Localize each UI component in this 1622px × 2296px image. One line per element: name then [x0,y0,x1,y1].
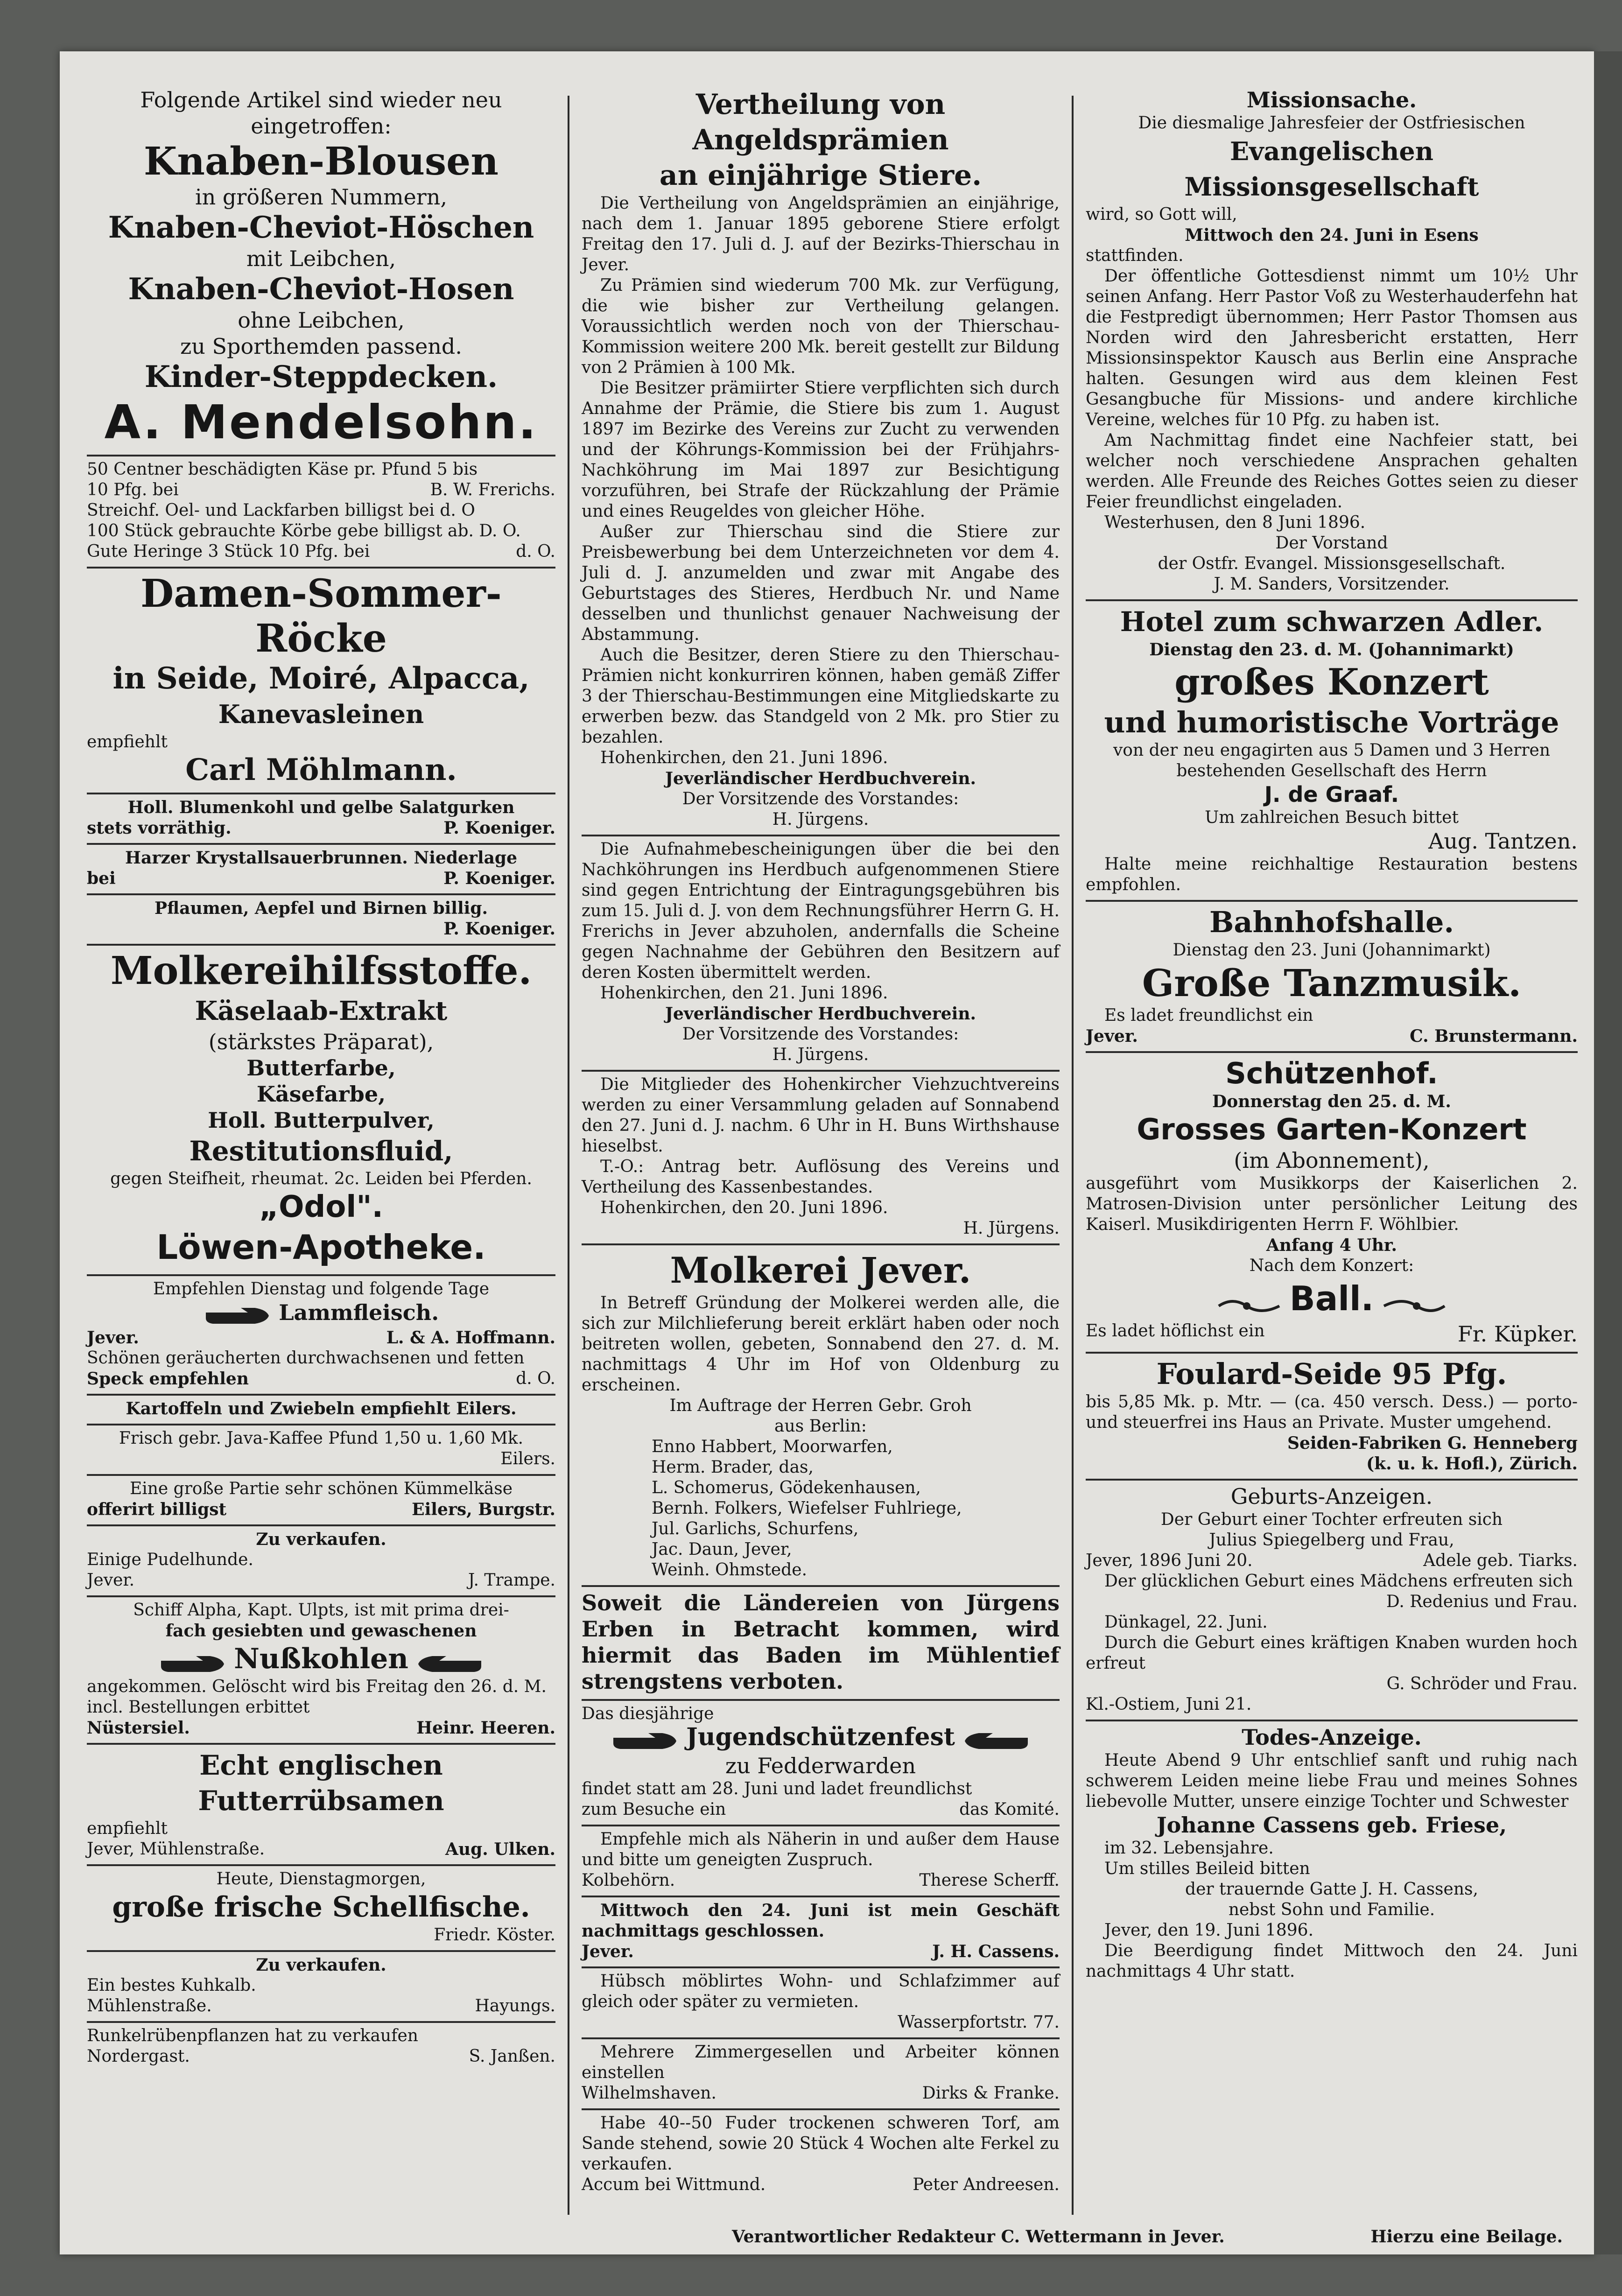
ad-kuemmelkaese [87,1476,555,1526]
ad-line: bei [87,869,116,888]
ad-line: angekommen. Gelöscht wird bis Freitag den 26. d. M. [87,1677,547,1696]
ad-line: Butterfarbe, [246,1055,396,1081]
ad-intro: Folgende Artikel sind wieder neu eingetroffen: [140,87,502,139]
ad-line: Nach dem Konzert: [1249,1256,1414,1275]
ad-line: fach gesiebten und gewaschenen [165,1621,477,1641]
ad-merchant: Carl Möhlmann. [185,752,457,787]
ad-title: Zu verkaufen. [256,1955,386,1975]
ad-zimmergesellen [582,2039,1060,2110]
pointing-hand-icon [414,1652,484,1676]
ad-lammfleisch [87,1276,555,1396]
ad-torf [582,2110,1060,2200]
ad-merchant: Eilers. [500,1449,555,1468]
ad-line: stets vorräthig. [87,818,232,838]
ad-paragraph: Habe 40--50 Fuder trockenen schweren Torf, am Sande stehend, sowie 20 Stück 4 Wochen alte Ferkel zu verkaufen. [582,2113,1060,2174]
ad-name: G. Schröder und Frau. [1386,1674,1578,1693]
column-right [1077,84,1586,2226]
ad-angeldspraemien [582,84,1060,836]
ad-signature: H. Jürgens. [772,810,869,829]
ad-note: zu Sporthemden passend. [180,334,462,359]
ad-signature: J. H. Cassens. [932,1942,1060,1961]
ad-line: Anfang 4 Uhr. [1266,1236,1397,1255]
ad-line: Halte meine reichhaltige Restauration bestens empfohlen. [1086,855,1578,894]
ad-line: Einige Pudelhunde. [87,1550,253,1569]
ad-merchant: P. Koeniger. [443,869,555,888]
ad-note: ohne Leibchen, [238,308,405,333]
ad-geburts-anzeigen [1086,1481,1578,1721]
ad-paragraph: Auch die Besitzer, deren Stiere zu den Thierschau-Prämien nicht konkurriren können, haben gemäß Ziffer 3 der Thierschau-Bestimmungen eine Mitgliedskarte zu erwerben bezw. das Standgeld von 2 Mk. pro Stier zu bezahlen. [582,646,1060,747]
ad-org: der Ostfr. Evangel. Missionsgesellschaft. [1158,554,1506,573]
ad-title: Echt englischen Futterrübsamen [198,1749,444,1817]
pointing-hand-icon [159,1652,229,1676]
ad-line: Eine große Partie sehr schönen Kümmelkäse [129,1479,513,1498]
ad-line: Der glücklichen Geburt eines Mädchens erfreuten sich [1104,1572,1573,1591]
pointing-hand-icon [611,1729,681,1753]
ad-title: Geburts-Anzeigen. [1230,1484,1433,1509]
ad-merchant: (k. u. k. Hofl.), Zürich. [1366,1454,1578,1474]
ad-label: empfiehlt [87,732,168,751]
ad-date: Jever, 1896 Juni 20. [1086,1551,1253,1570]
ad-schuetzenhof [1086,1053,1578,1354]
ad-paragraph: Heute Abend 9 Uhr entschlief sanft und ruhig nach schwerem Leiden meine liebe Frau und meines Sohnes liebevolle Mutter, unsere einzige Tochter und Schwester [1086,1751,1578,1811]
ad-title: Ball. [1289,1279,1374,1318]
ad-merchant: Heinr. Heeren. [416,1718,555,1738]
ad-line: zum Besuche ein [582,1800,726,1819]
ad-line: Im Auftrage der Herren Gebr. Groh [669,1396,972,1415]
ad-line: Frisch gebr. Java-Kaffee Pfund 1,50 u. 1,60 Mk. [119,1429,524,1448]
ad-signature: H. Jürgens. [963,1219,1060,1238]
ad-nusskohlen [87,1597,555,1745]
ad-paragraph: bis 5,85 Mk. p. Mtr. — (ca. 450 versch. Dess.) — porto- und steuerfrei ins Haus an Private. Muster umgehend. [1086,1392,1578,1432]
ad-org: Jeverländischer Herdbuchverein. [665,769,976,788]
ad-signature: J. M. Sanders, Vorsitzender. [1214,575,1450,594]
ad-item: Knaben-Cheviot-Hosen [128,272,514,307]
ad-pflaumen [87,895,555,946]
ad-line: wird, so Gott will, [1086,205,1237,224]
ad-merchant: d. O. [516,1369,555,1388]
ad-kuhkalb [87,1952,555,2023]
ad-paragraph: Die Aufnahmebescheinigungen über die bei den Nachköhrungen ins Herdbuch aufgenommenen Stiere sind gegen Entrichtung der Eintragungsgebühren bis zum 15. Juli d. J. von dem Rechnungsführer Herrn G. H. Frerichs in Jever abzuholen, andernfalls die Scheine gegen Nachnahme der Gebühren den Besitzern auf deren Kosten übermittelt werden. [582,840,1060,982]
ad-date: Dünkagel, 22. Juni. [1104,1613,1268,1632]
ad-line: von der neu engagirten aus 5 Damen und 3 Herren bestehenden Gesellschaft des Herrn [1113,741,1551,780]
ad-line: Die diesmalige Jahresfeier der Ostfriesischen [1138,113,1525,133]
ad-title: großes Konzert [1174,661,1489,703]
ad-date: Hohenkirchen, den 21. Juni 1896. [600,983,888,1003]
ad-date: Hohenkirchen, den 20. Juni 1896. [600,1198,888,1217]
ad-org: Jeverländischer Herdbuchverein. [665,1004,976,1024]
ad-kaese [87,456,555,569]
ad-merchant: Seiden-Fabriken G. Henneberg [1287,1433,1578,1453]
ad-line: der trauernde Gatte J. H. Cassens, [1185,1880,1478,1899]
ad-merchant: J. Trampe. [468,1571,555,1590]
ad-line: Gute Heringe 3 Stück 10 Pfg. bei [87,542,370,561]
ad-merchant: A. Mendelsohn. [104,395,538,449]
ad-note: in größeren Nummern, [195,184,448,210]
ad-place: Jever, Mühlenstraße. [87,1840,265,1859]
ad-paragraph: T.-O.: Antrag betr. Auflösung des Vereins und Vertheilung des Kassenbestandes. [582,1157,1060,1197]
ad-naeherin [582,1826,1060,1897]
ad-line: Um stilles Beileid bitten [1104,1859,1310,1878]
page-footer [88,2226,1581,2250]
ad-item: Knaben-Cheviot-Höschen [108,210,534,245]
ad-title: Bahnhofshalle. [1209,905,1454,939]
ad-line: Die Beerdigung findet Mittwoch den 24. Juni nachmittags 4 Uhr statt. [1086,1941,1578,1981]
ad-signature: Peter Andreesen. [913,2175,1060,2194]
ad-title: Große Tanzmusik. [1142,961,1522,1005]
ad-line: Dienstag den 23. d. M. (Johannimarkt) [1149,640,1514,660]
binding-edge [1594,51,1622,2254]
ad-line: (stärkstes Präparat), [208,1029,434,1054]
ad-missionsache [1086,84,1578,601]
ad-line: in Seide, Moiré, Alpacca, [112,661,530,696]
ad-jugendschuetzenfest [582,1701,1060,1826]
ad-title: Zu verkaufen. [256,1530,386,1549]
ad-paragraph: Zu Prämien sind wiederum 700 Mk. zur Verfügung, die wie bisher zur Vertheilung gelangen. Voraussichtlich werden noch von der Thierschau-Kommission weitere 200 Mk. bereit gestellt zur Bildung von 2 Prämien à 100 Mk. [582,276,1060,377]
ad-line: Restitutionsfluid, [189,1135,453,1167]
ad-line: offerirt billigst [87,1500,227,1519]
ad-line: Streichf. Oel- und Lackfarben billigst bei d. O [87,501,475,520]
ad-place: Jever. [1086,1026,1138,1046]
ad-line: stattfinden. [1086,246,1184,265]
ad-viehzuchtverein [582,1072,1060,1245]
ad-name: L. Schomerus, Gödekenhausen, [652,1478,921,1497]
ad-title: Schützenhof. [1225,1056,1438,1090]
column-divider [1072,96,1074,2215]
pointing-hand-icon [960,1729,1030,1753]
ad-line: Es ladet höflichst ein [1086,1321,1265,1341]
ad-merchant: Aug. Tantzen. [1428,829,1578,854]
ad-title: Vertheilung von Angeldsprämien [692,88,949,156]
ad-kartoffeln [87,1396,555,1425]
ad-role: Der Vorsitzende des Vorstandes: [682,1025,959,1044]
ad-pudelhunde [87,1526,555,1597]
ad-zimmer [582,1968,1060,2039]
ad-signature: das Komité. [959,1800,1060,1819]
ad-name: J. de Graaf. [1264,782,1399,807]
ad-line: Käselaab-Extrakt [195,996,448,1026]
ad-line: Um zahlreichen Besuch bittet [1205,808,1459,827]
ad-aufnahmebescheinigungen [582,836,1060,1072]
ad-damen-roecke [87,569,555,794]
ad-line: im 32. Lebensjahre. [1104,1839,1274,1858]
ad-title: zu Fedderwarden [725,1753,916,1778]
ad-name: Bernh. Folkers, Wiefelser Fuhlriege, [652,1499,962,1518]
ad-paragraph: Außer zur Thierschau sind die Stiere zur Preisbewerbung bei dem Unterzeichneten vor dem 4. Juli d. J. anzumelden und zwar mit Angabe des Geburtstages des Stieres, Herdbuch Nr. und Name desselben und thunlichst genauer Nachweisung der Abstammung. [582,522,1060,644]
ad-title: Todes-Anzeige. [1242,1725,1422,1750]
ad-merchant: d. O. [516,542,555,561]
ad-line: Der Geburt einer Tochter erfreuten sich [1160,1510,1503,1529]
ad-line: findet statt am 28. Juni und ladet freundlichst [582,1779,972,1798]
ad-date: Westerhusen, den 8 Juni 1896. [1104,513,1366,532]
ad-merchant: Hayungs. [475,1996,555,2015]
ad-title: Foulard-Seide 95 Pfg. [1156,1357,1507,1391]
ad-foulard-seide [1086,1354,1578,1481]
ad-name: Herm. Brader, das, [652,1458,814,1477]
newspaper-page [60,51,1594,2254]
ad-paragraph: Die Besitzer prämiirter Stiere verpflichten sich durch Annahme der Prämie, die Stiere bis zum 1. August 1897 im Bezirke des Vereins zur Zucht zu verwenden und der Köhrungs-Kommission bei der Frühjahrs-Nachköhrung im Mai 1897 zur Besichtigung vorzuführen, bei Strafe der Rückzahlung der Prämie und eines Reugeldes von gleicher Höhe. [582,379,1060,521]
ad-line: Speck empfehlen [87,1369,249,1389]
ad-item: Lammfleisch. [279,1300,439,1325]
ad-line: Pflaumen, Aepfel und Birnen billig. [154,899,488,918]
ad-futterruebsamen [87,1745,555,1866]
ad-title: Damen-Sommer-Röcke [140,571,502,661]
ad-paragraph: In Betreff Gründung der Molkerei werden alle, die sich zur Milchlieferung bereit erklärt haben oder noch beitreten wollen, gebeten, Sonnabend den 27. d. M. nachmittags 4 Uhr im Hof von Oldenburg zu erscheinen. [582,1293,1060,1395]
column-left [78,84,564,2226]
ad-line: Schönen geräucherten durchwachsenen und fetten [87,1348,525,1368]
ad-merchant: P. Koeniger. [443,919,555,939]
ad-date: Kl.-Ostiem, Juni 21. [1086,1695,1252,1714]
column-divider [568,96,569,2215]
ad-line: Holl. Blumenkohl und gelbe Salatgurken [127,798,515,817]
ad-address: Wasserpfortstr. 77. [898,2013,1060,2032]
ad-line: Heute, Dienstagmorgen, [216,1869,426,1889]
pointing-hand-icon [204,1304,274,1327]
ad-note: mit Leibchen, [246,246,396,271]
ad-title: Jugendschützenfest [686,1723,955,1751]
ad-name: Johanne Cassens geb. Friese, [1156,1812,1507,1838]
ad-title: Evangelischen Missionsgesellschaft [1184,136,1479,202]
ad-geschaeft-geschlossen [582,1897,1060,1968]
ad-name: Jul. Garlichs, Schurfens, [652,1519,859,1538]
ad-line: Es ladet freundlichst ein [1104,1006,1313,1025]
ad-runkelrueben [87,2023,555,2071]
ad-line: Runkelrübenpflanzen hat zu verkaufen [87,2026,418,2045]
ad-brunnen [87,845,555,895]
ad-line: Durch die Geburt eines kräftigen Knaben wurden hoch erfreut [1086,1633,1578,1673]
ad-baden-verboten [582,1587,1060,1701]
ad-blumenkohl [87,794,555,845]
ad-line: 100 Stück gebrauchte Körbe gebe billigst ab. D. O. [87,521,521,541]
ad-place: Nordergast. [87,2047,190,2066]
ad-date: Jever, den 19. Juni 1896. [1104,1921,1314,1940]
ad-date: Hohenkirchen, den 21. Juni 1896. [600,748,888,767]
ad-kaffee [87,1425,555,1476]
ad-title: Molkereihilfsstoffe. [110,948,532,993]
ad-paragraph: Empfehle mich als Näherin in und außer dem Hause und bitte um geneigten Zuspruch. [582,1830,1060,1869]
ad-signature: Dirks & Franke. [922,2084,1060,2103]
editor-credit: Verantwortlicher Redakteur C. Wettermann in Jever. [732,2227,1225,2247]
ad-schellfische [87,1866,555,1952]
ad-line: Holl. Butterpulver, [208,1108,435,1133]
ad-place: Wilhelmshaven. [582,2084,716,2103]
ad-merchant: Eilers, Burgstr. [412,1500,555,1519]
ad-merchant: S. Janßen. [469,2047,555,2066]
ad-title: Hotel zum schwarzen Adler. [1120,606,1544,638]
ad-line: aus Berlin: [774,1417,867,1436]
ad-title: Molkerei Jever. [670,1250,971,1291]
supplement-note: Hierzu eine Beilage. [1370,2227,1563,2247]
ad-line: Mittwoch den 24. Juni in Esens [1185,225,1479,245]
ad-place: Mühlenstraße. [87,1996,212,2015]
ad-line: Kartoffeln und Zwiebeln empfiehlt Eilers. [126,1399,517,1418]
ad-signature: H. Jürgens. [772,1045,869,1064]
ad-place: Accum bei Wittmund. [582,2175,766,2194]
ad-merchant: Löwen-Apotheke. [156,1228,486,1267]
ad-paragraph: Mittwoch den 24. Juni ist mein Geschäft nachmittags geschlossen. [582,1901,1060,1941]
ad-merchant: Fr. Küpker. [1457,1321,1578,1347]
ad-line: Kanevasleinen [218,699,424,729]
ad-line: Julius Spiegelberg und Frau, [1209,1531,1454,1550]
ad-line: Empfehlen Dienstag und folgende Tage [153,1279,490,1299]
ornament-icon [1214,1294,1284,1318]
ad-knaben-blousen [87,84,555,456]
ad-merchant: P. Koeniger. [443,818,555,838]
ad-name: Enno Habbert, Moorwarfen, [652,1437,893,1456]
ad-place: Kolbehörn. [582,1871,675,1890]
ad-title: Grosses Garten-Konzert [1137,1112,1527,1146]
ornament-icon [1379,1294,1449,1318]
ad-role: Der Vorsitzende des Vorstandes: [682,789,959,808]
ad-item: Kinder-Steppdecken. [144,359,498,394]
ad-name: D. Redenius und Frau. [1386,1592,1578,1611]
ad-place: Nüstersiel. [87,1718,190,1738]
ad-todes-anzeige [1086,1721,1578,1987]
ad-paragraph: ausgeführt vom Musikkorps der Kaiserlichen 2. Matrosen-Division unter persönlicher Leitung des Kaiserl. Musikdirigenten Herrn F. Wöhlbier. [1086,1174,1578,1234]
ad-line: 10 Pfg. bei [87,480,179,499]
ad-line: „Odol". [259,1190,383,1224]
ad-line: Ein bestes Kuhkalb. [87,1976,256,1995]
ad-line: (im Abonnement), [1234,1148,1430,1173]
ad-line: incl. Bestellungen erbittet [87,1698,310,1717]
ad-name: Adele geb. Tiarks. [1423,1551,1578,1570]
ad-molkereihilfsstoffe [87,946,555,1276]
ad-line: Schiff Alpha, Kapt. Ulpts, ist mit prima drei- [133,1601,509,1620]
ad-line: 50 Centner beschädigten Käse pr. Pfund 5 bis [87,460,478,479]
ad-bahnhofshalle [1086,902,1578,1053]
ad-title: an einjährige Stiere. [659,159,982,192]
ad-line: Harzer Krystallsauerbrunnen. Niederlage [125,848,517,868]
ad-line: Donnerstag den 25. d. M. [1212,1092,1451,1111]
ad-merchant: Aug. Ulken. [445,1840,555,1859]
ad-paragraph: Am Nachmittag findet eine Nachfeier statt, bei welcher noch verschiedene Ansprachen gehalten werden. Alle Freunde des Reiches Gottes seien zu dieser Feier freundlichst eingeladen. [1086,431,1578,512]
ad-item: Knaben-Blousen [144,139,499,184]
ad-molkerei-jever [582,1245,1060,1587]
ad-line: Dienstag den 23. Juni (Johannimarkt) [1173,941,1491,960]
ad-line: Käsefarbe, [256,1081,386,1107]
ad-paragraph: Der öffentliche Gottesdienst nimmt um 10½ Uhr seinen Anfang. Herr Pastor Voß zu Westerhauderfehn hat die Festpredigt übernommen; Herr Pastor Thomsen aus Norden wird den Jahresbericht erstatten, Herr Missionsinspektor Kausch aus Berlin eine Ansprache halten. Gesungen wird aus dem kleinen Fest Gesangbuche für Missions- und andere kirchliche Vereine, welches für 10 Pfg. zu haben ist. [1086,267,1578,429]
ad-signature: Therese Scherff. [919,1871,1060,1890]
ad-hotel-schwarzer-adler [1086,601,1578,902]
ad-merchant: L. & A. Hoffmann. [386,1328,555,1348]
ad-label: empfiehlt [87,1819,168,1838]
column-middle [573,84,1068,2226]
ad-place: Jever. [582,1942,634,1961]
ad-line: nebst Sohn und Familie. [1228,1900,1435,1919]
ad-merchant: B. W. Frerichs. [430,480,555,499]
ad-paragraph: Die Mitglieder des Hohenkircher Viehzuchtvereins werden zu einer Versammlung geladen auf Sonnabend den 27. Juni d. J. nachm. 6 Uhr in H. Buns Wirthshause hieselbst. [582,1075,1060,1156]
ad-role: Der Vorstand [1275,534,1388,553]
ad-line: gegen Steifheit, rheumat. 2c. Leiden bei Pferden. [110,1169,532,1188]
ad-title: Nußkohlen [234,1643,408,1675]
ad-title: Missionsache. [1246,87,1417,112]
ad-name: Weinh. Ohmstede. [652,1560,807,1580]
ad-name: Jac. Daun, Jever, [652,1540,792,1559]
ad-paragraph: Mehrere Zimmergesellen und Arbeiter können einstellen [582,2043,1060,2082]
ad-place: Jever. [87,1571,135,1590]
ad-title: und humoristische Vorträge [1104,705,1559,739]
ad-merchant: Friedr. Köster. [434,1925,555,1945]
ad-title: große frische Schellfische. [112,1891,530,1924]
ad-line: Das diesjährige [582,1704,714,1723]
ad-merchant: C. Brunstermann. [1410,1026,1578,1046]
ad-paragraph: Die Vertheilung von Angeldsprämien an einjährige, nach dem 1. Januar 1895 geborene Stiere erfolgt Freitag den 17. Juli d. J. auf der Bezirks-Thierschau in Jever. [582,194,1060,274]
ad-paragraph: Hübsch möblirtes Wohn- und Schlafzimmer auf gleich oder später zu vermieten. [582,1972,1060,2011]
ad-paragraph: Soweit die Ländereien von Jürgens Erben in Betracht kommen, wird hiermit das Baden im Mühlentief strengstens verboten. [582,1590,1060,1694]
ad-place: Jever. [87,1328,139,1348]
